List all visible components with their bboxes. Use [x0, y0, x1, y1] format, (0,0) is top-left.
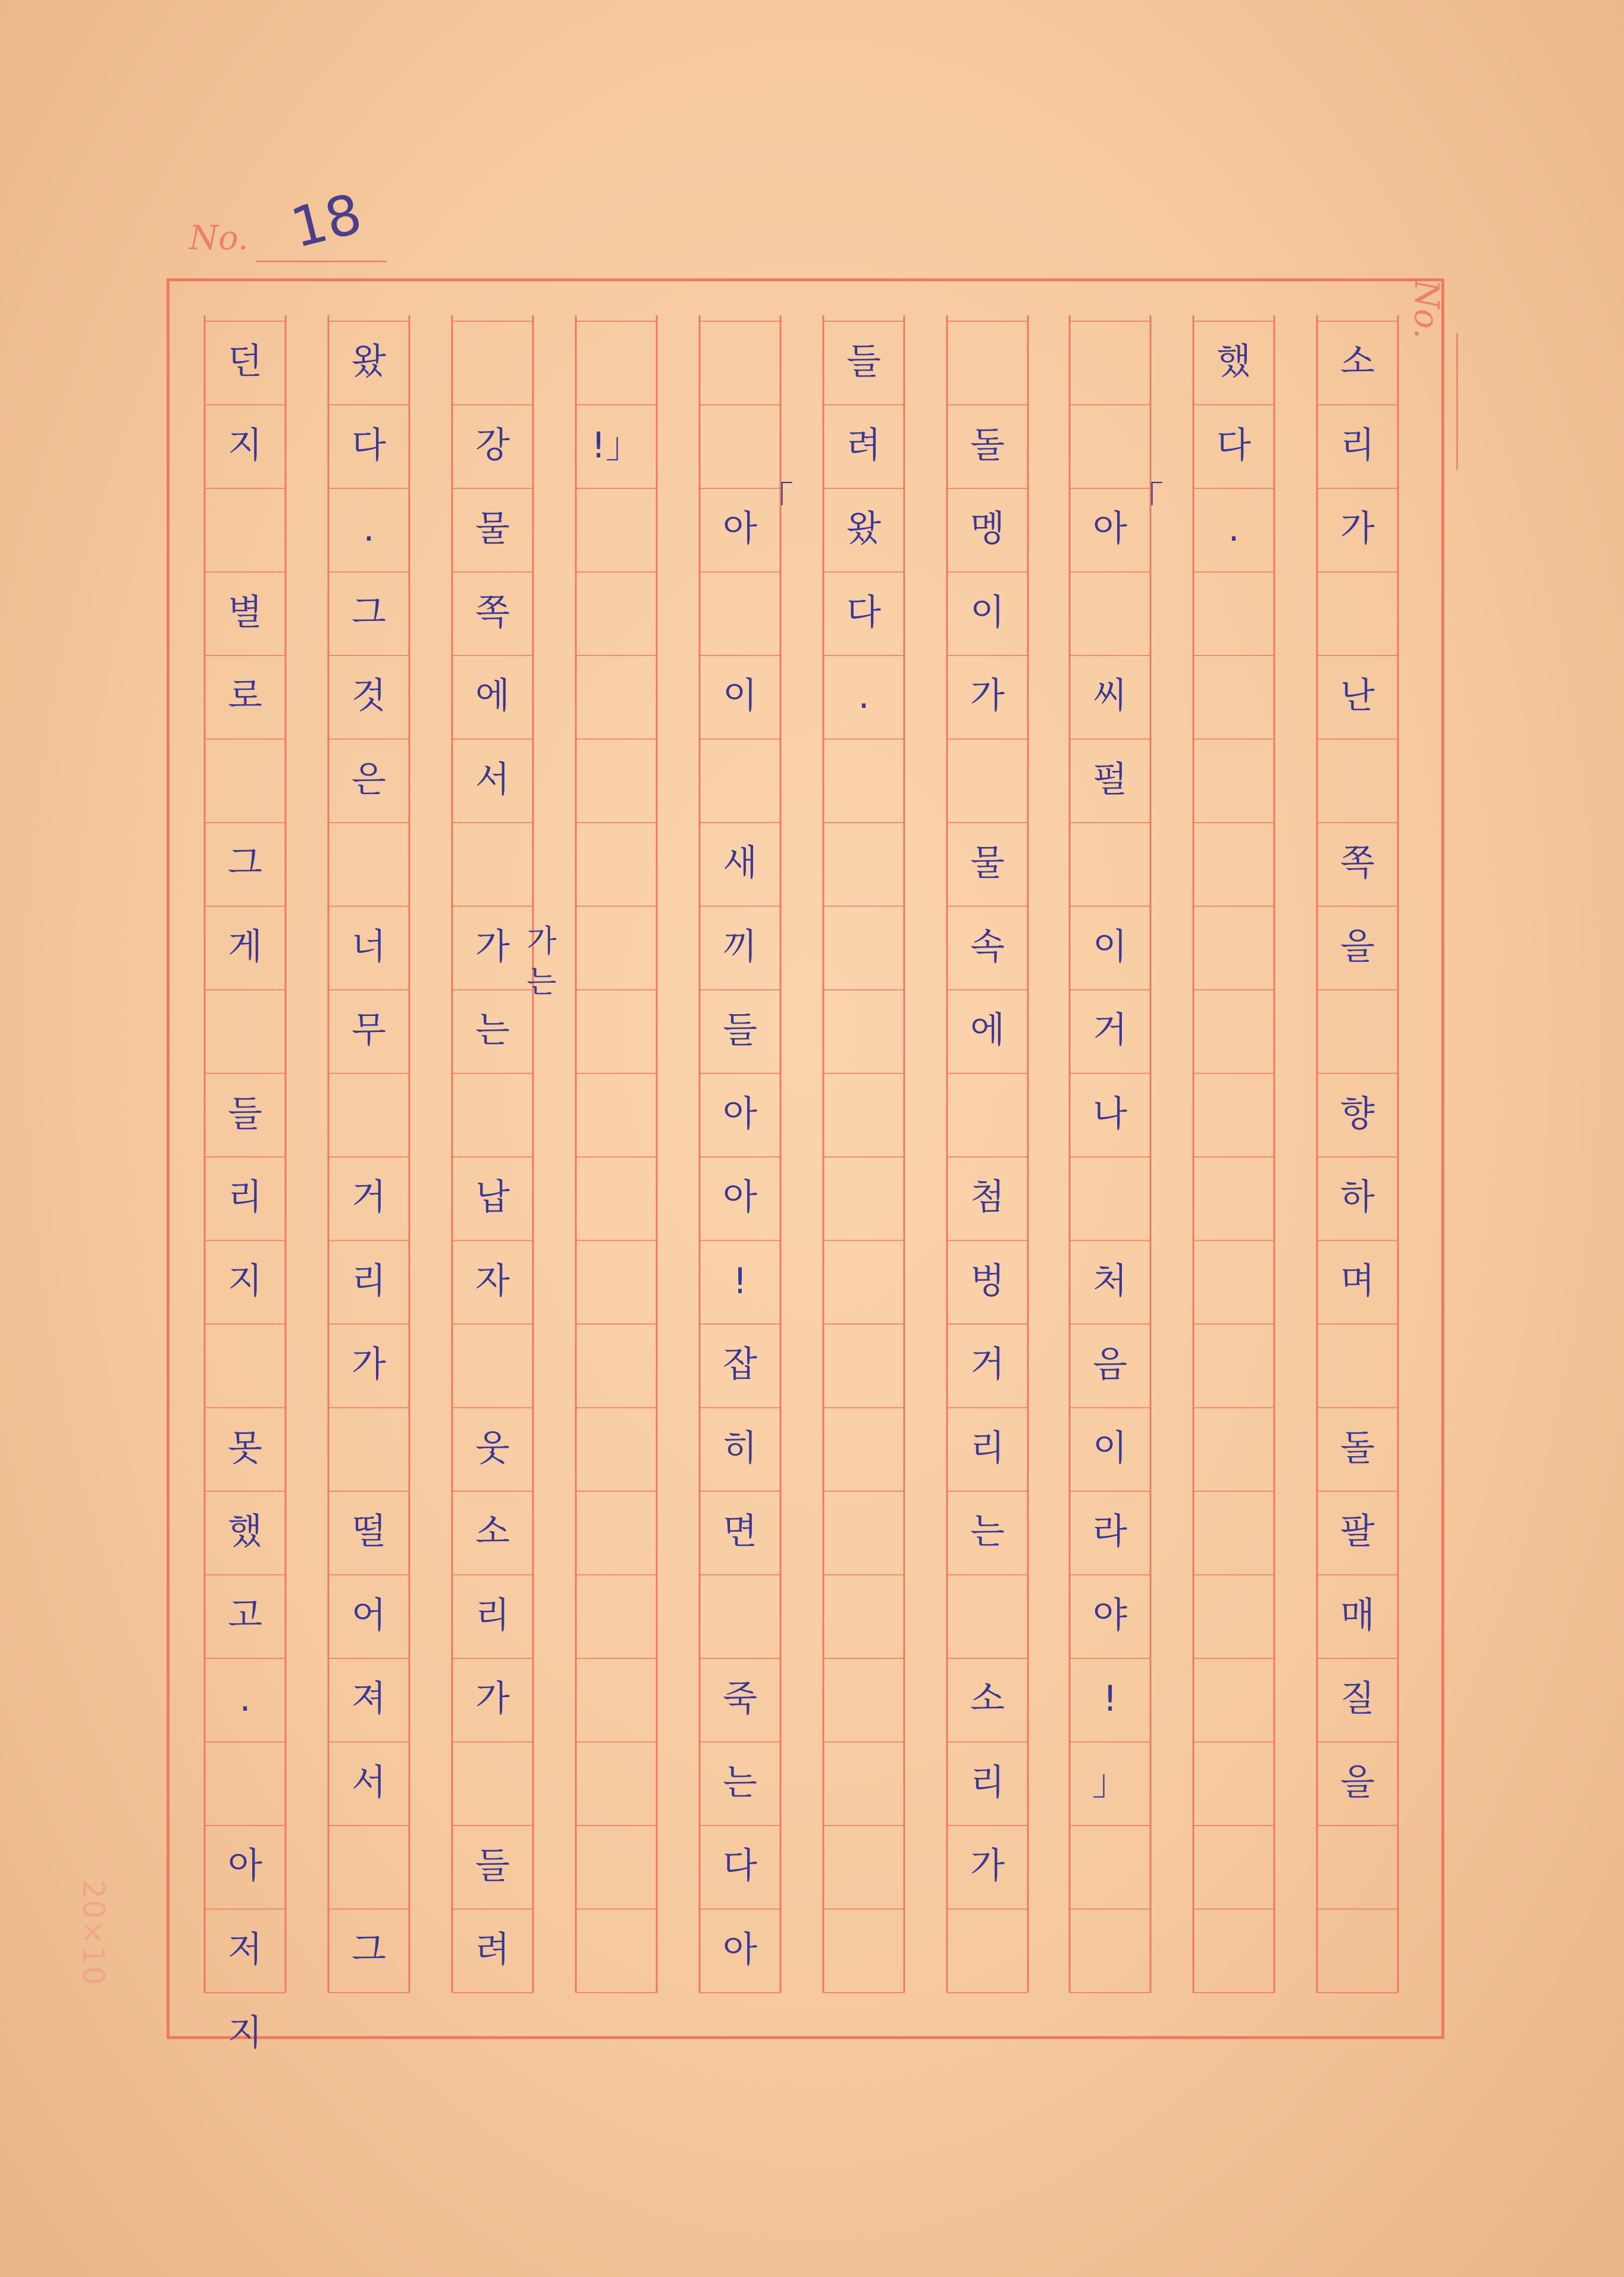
manuscript-char: 저 — [228, 1928, 262, 1971]
manuscript-char: 끼 — [723, 926, 757, 968]
manuscript-char: 아 — [1093, 508, 1127, 550]
manuscript-char: 지 — [228, 424, 262, 466]
manuscript-char: 향 — [1340, 1093, 1375, 1135]
manuscript-char: 나 — [1093, 1093, 1127, 1135]
manuscript-char: 서 — [475, 758, 510, 801]
manuscript-char: 처 — [1093, 1260, 1127, 1302]
manuscript-char: 아 — [723, 1177, 757, 1218]
manuscript-char: 납 — [475, 1177, 510, 1218]
paper-grid-stamp: 20×10 — [76, 1880, 111, 1987]
manuscript-char: 했 — [228, 1511, 262, 1552]
manuscript-char: 어 — [352, 1594, 386, 1636]
manuscript-char: 멩 — [970, 508, 1005, 550]
page-number-value: 18 — [284, 181, 368, 261]
manuscript-char: 다 — [723, 1845, 757, 1887]
manuscript-char: 가 — [970, 1845, 1005, 1887]
manuscript-char: 아 — [723, 1093, 757, 1135]
manuscript-char: 왔 — [352, 341, 386, 382]
manuscript-char: 히 — [723, 1427, 757, 1469]
manuscript-char: 돌 — [1340, 1427, 1375, 1469]
manuscript-char: 가 — [352, 1344, 386, 1385]
manuscript-char: 게 — [228, 926, 262, 968]
manuscript-char: 지 — [228, 1260, 262, 1302]
manuscript-char: 지 — [228, 2012, 262, 2054]
manuscript-char: 왔 — [847, 508, 881, 550]
manuscript-char: 다 — [1217, 424, 1251, 466]
manuscript-char: 리 — [970, 1427, 1005, 1469]
manuscript-char: 은 — [352, 758, 386, 801]
manuscript-char: 아 — [723, 1928, 757, 1971]
manuscript-char: 리 — [352, 1260, 386, 1302]
manuscript-char: 팔 — [1340, 1511, 1375, 1552]
manuscript-char: 자 — [475, 1260, 510, 1302]
manuscript-char: 려 — [475, 1928, 510, 1971]
manuscript-char: 했 — [1217, 341, 1251, 382]
manuscript-char: 쪽 — [475, 591, 510, 633]
manuscript-char: 못 — [228, 1427, 262, 1469]
manuscript-char: 리 — [970, 1761, 1005, 1804]
corner-number-label: No. — [1407, 280, 1446, 339]
manuscript-char: 웃 — [475, 1427, 510, 1469]
manuscript-char: 씨 — [1093, 675, 1127, 717]
manuscript-char: 이 — [1093, 1427, 1127, 1469]
manuscript-char: 져 — [352, 1678, 386, 1720]
manuscript-char: 들 — [228, 1093, 262, 1135]
manuscript-char: 속 — [970, 926, 1005, 968]
manuscript-char: 죽 — [723, 1678, 757, 1720]
manuscript-char: 려 — [847, 424, 881, 466]
manuscript-char: 너 — [352, 926, 386, 968]
manuscript-char: 리 — [1340, 424, 1375, 466]
manuscript-char: 거 — [352, 1177, 386, 1218]
manuscript-char: 을 — [1340, 926, 1375, 968]
manuscript-char: 펄 — [1093, 758, 1127, 801]
manuscript-char: 그 — [228, 842, 262, 884]
manuscript-char: 가 — [475, 926, 510, 968]
manuscript-char: 소 — [970, 1678, 1005, 1720]
manuscript-char: 이 — [970, 591, 1005, 633]
manuscript-char: 는 — [475, 1009, 510, 1051]
manuscript-char: 서 — [352, 1761, 386, 1804]
manuscript-char: 떨 — [352, 1511, 386, 1552]
manuscript-char: 들 — [723, 1009, 757, 1051]
manuscript-char: 이 — [1093, 926, 1127, 968]
manuscript-char: . — [1228, 508, 1240, 550]
manuscript-char: 던 — [228, 341, 262, 382]
manuscript-char: 아 — [723, 508, 757, 550]
manuscript-char: 로 — [228, 675, 262, 717]
manuscript-char: 다 — [352, 424, 386, 466]
manuscript-char: 별 — [228, 591, 262, 633]
manuscript-char: 음 — [1093, 1344, 1127, 1385]
manuscript-char: 소 — [475, 1511, 510, 1552]
manuscript-char: 무 — [352, 1009, 386, 1051]
manuscript-char: 가 — [475, 1678, 510, 1720]
manuscript-char: 하 — [1340, 1177, 1375, 1218]
manuscript-char: 새 — [723, 842, 757, 884]
manuscript-char: . — [239, 1678, 251, 1720]
manuscript-char: 며 — [1340, 1260, 1375, 1302]
manuscript-char: 것 — [352, 675, 386, 717]
manuscript-char: 잡 — [723, 1344, 757, 1385]
manuscript-char: 강 — [475, 424, 510, 466]
manuscript-char: 들 — [475, 1845, 510, 1887]
open-quote-mark: 「 — [1128, 479, 1164, 521]
manuscript-char: 리 — [228, 1177, 262, 1218]
manuscript-char: ! — [732, 1260, 748, 1302]
manuscript-char: 면 — [723, 1511, 757, 1552]
open-quote-mark: 「 — [758, 479, 794, 521]
manuscript-char: 에 — [970, 1009, 1005, 1051]
manuscript-char: !」 — [591, 424, 642, 466]
manuscript-char: 거 — [970, 1344, 1005, 1385]
manuscript-char: 고 — [228, 1594, 262, 1636]
manuscript-char: 첨 — [970, 1177, 1005, 1218]
manuscript-char: 」 — [1092, 1761, 1128, 1804]
manuscript-char: 가 — [1340, 508, 1375, 550]
manuscript-char: 을 — [1340, 1761, 1375, 1804]
manuscript-char: 거 — [1093, 1009, 1127, 1051]
manuscript-char: 라 — [1093, 1511, 1127, 1552]
manuscript-char: 벙 — [970, 1260, 1005, 1302]
manuscript-char: . — [363, 508, 375, 550]
manuscript-char: 물 — [970, 842, 1005, 884]
manuscript-char: 들 — [847, 341, 881, 382]
manuscript-char: 그 — [352, 591, 386, 633]
manuscript-char: 난 — [1340, 675, 1375, 717]
handwritten-correction: 가 는 — [521, 924, 556, 996]
manuscript-char: 야 — [1093, 1594, 1127, 1636]
manuscript-char: 가 — [970, 675, 1005, 717]
manuscript-char: 아 — [228, 1845, 262, 1887]
manuscript-char: 리 — [475, 1594, 510, 1636]
manuscript-char: 다 — [847, 591, 881, 633]
manuscript-char: ! — [1102, 1678, 1118, 1720]
manuscript-char: 물 — [475, 508, 510, 550]
manuscript-char: 에 — [475, 675, 510, 717]
manuscript-char: 돌 — [970, 424, 1005, 466]
manuscript-char: 는 — [970, 1511, 1005, 1552]
manuscript-char: 소 — [1340, 341, 1375, 382]
page-number-label: No. — [189, 219, 249, 258]
manuscript-char: 매 — [1340, 1594, 1375, 1636]
manuscript-char: 질 — [1340, 1678, 1375, 1720]
manuscript-char: 그 — [352, 1928, 386, 1971]
manuscript-char: 쪽 — [1340, 842, 1375, 884]
manuscript-char: 이 — [723, 675, 757, 717]
manuscript-char: . — [858, 675, 870, 717]
manuscript-char: 는 — [723, 1761, 757, 1804]
